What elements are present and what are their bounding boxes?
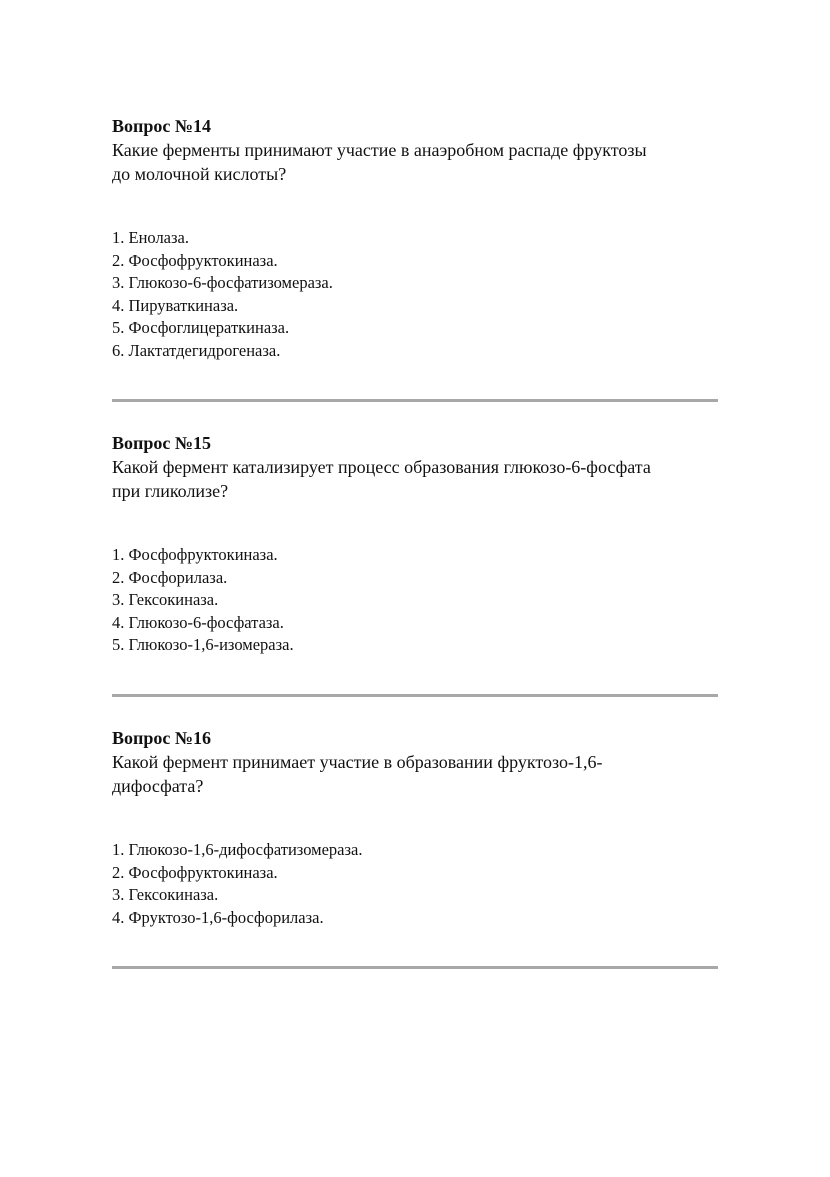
question-title: Вопрос №16 <box>112 728 211 748</box>
question-text-line-2: дифосфата? <box>112 776 204 796</box>
question-text <box>112 455 718 503</box>
answer-option: 1. Фосфофруктокиназа. <box>112 545 278 564</box>
answer-options <box>112 544 294 657</box>
question-text <box>112 138 718 186</box>
question-16 <box>112 726 718 927</box>
answer-option: 1. Глюкозо-1,6-дифосфатизомераза. <box>112 840 363 859</box>
answer-option: 3. Гексокиназа. <box>112 885 219 905</box>
section-divider <box>112 966 718 969</box>
answer-option: 3. Глюкозо-6-фосфатизомераза. <box>112 273 333 293</box>
question-14 <box>112 114 718 360</box>
question-text-line-1: Какие ферменты принимают участие в анаэробном распаде фруктозы <box>112 140 647 160</box>
answer-option: 6. Лактатдегидрогеназа. <box>112 340 281 360</box>
answer-option: 1. Енолаза. <box>112 228 189 247</box>
question-title: Вопрос №15 <box>112 433 211 453</box>
answer-options <box>112 227 333 363</box>
answer-option: 3. Гексокиназа. <box>112 590 219 610</box>
answer-option: 5. Глюкозо-1,6-изомераза. <box>112 635 294 655</box>
question-text-line-2: до молочной кислоты? <box>112 164 287 184</box>
question-15 <box>112 431 718 655</box>
answer-option: 5. Фосфоглицераткиназа. <box>112 318 290 338</box>
question-text-line-1: Какой фермент принимает участие в образовании фруктозо-1,6- <box>112 752 603 772</box>
section-divider <box>112 694 718 697</box>
answer-option: 4. Глюкозо-6-фосфатаза. <box>112 612 284 632</box>
answer-option: 2. Фосфорилаза. <box>112 567 228 587</box>
answer-option: 4. Фруктозо-1,6-фосфорилаза. <box>112 907 324 927</box>
question-text-line-1: Какой фермент катализирует процесс образования глюкозо-6-фосфата <box>112 457 651 477</box>
answer-option: 4. Пируваткиназа. <box>112 295 239 315</box>
question-title: Вопрос №14 <box>112 116 211 136</box>
answer-option: 2. Фосфофруктокиназа. <box>112 250 278 270</box>
question-text-line-2: при гликолизе? <box>112 481 229 501</box>
answer-options <box>112 839 362 929</box>
section-divider <box>112 399 718 402</box>
question-text <box>112 750 718 798</box>
answer-option: 2. Фосфофруктокиназа. <box>112 862 278 882</box>
